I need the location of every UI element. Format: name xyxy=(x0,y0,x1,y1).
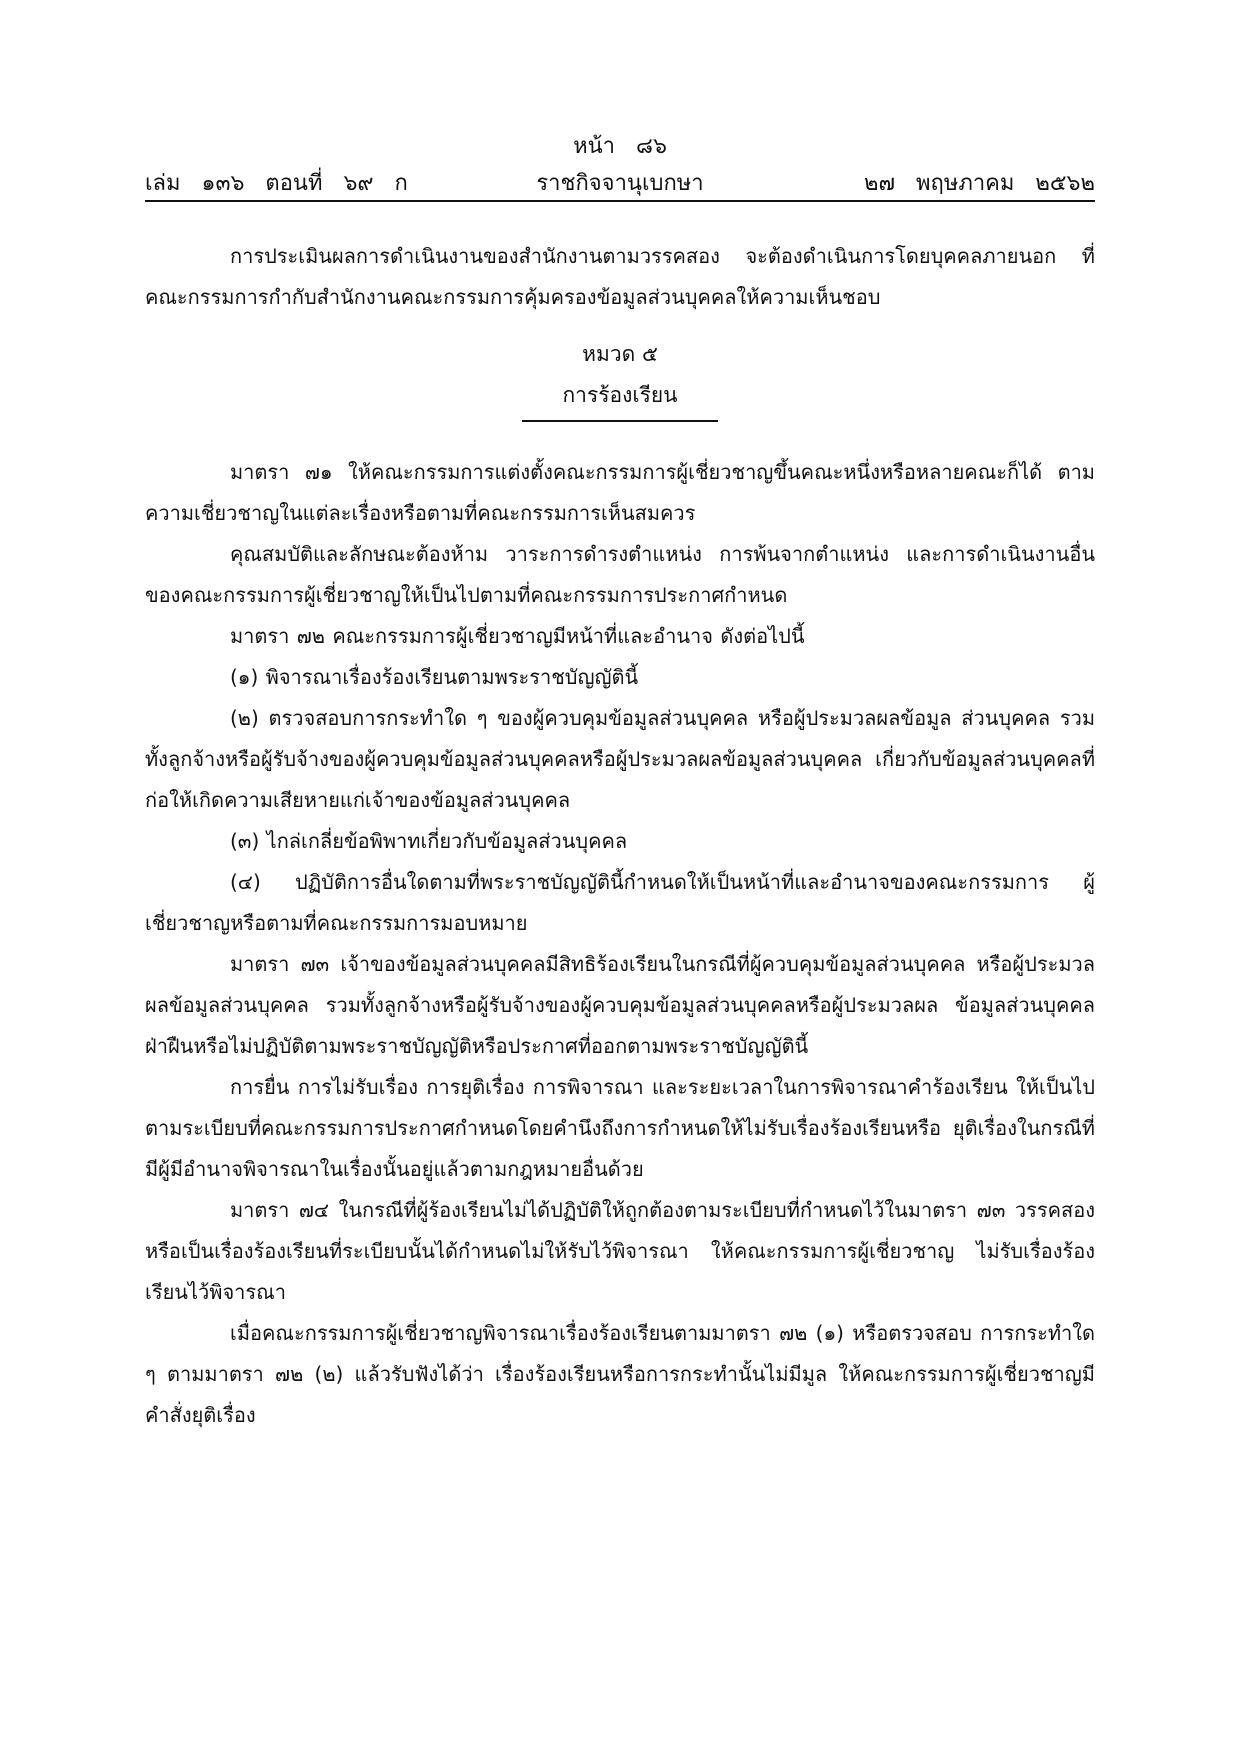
chapter-divider xyxy=(522,420,718,422)
chapter-title: การร้องเรียน xyxy=(562,383,678,407)
document-body xyxy=(145,236,1095,1436)
section-74: มาตรา ๗๔ ในกรณีที่ผู้ร้องเรียนไม่ได้ปฏิบัติให้ถูกต้องตามระเบียบที่กำหนดไว้ในมาตรา ๗๓ วรรคสอง หรือเป็นเรื่องร้องเรียนที่ระเบียบนั้นได้กำหนดไม่ให้รับไว้พิจารณา ให้คณะกรรมการผู้เชี่ยวชาญ ไม่รับเรื่องร้องเรียนไว้พิจารณา xyxy=(145,1198,1095,1304)
section-72-item-2: (๒) ตรวจสอบการกระทำใด ๆ ของผู้ควบคุมข้อมูลส่วนบุคคล หรือผู้ประมวลผลข้อมูล ส่วนบุคคล รวมทั้งลูกจ้างหรือผู้รับจ้างของผู้ควบคุมข้อมูลส่วนบุคคลหรือผู้ประมวลผลข้อมูลส่วนบุคคล เกี่ยวกับข้อมูลส่วนบุคคลที่ก่อให้เกิดความเสียหายแก่เจ้าของข้อมูลส่วนบุคคล xyxy=(145,706,1095,812)
section-72-item-3: (๓) ไกล่เกลี่ยข้อพิพาทเกี่ยวกับข้อมูลส่วนบุคคล xyxy=(230,829,628,853)
volume-issue: เล่ม ๑๓๖ ตอนที่ ๖๙ ก xyxy=(145,171,408,196)
section-72: มาตรา ๗๒ คณะกรรมการผู้เชี่ยวชาญมีหน้าที่และอำนาจ ดังต่อไปนี้ xyxy=(230,624,805,648)
section-71-paragraph-2: คุณสมบัติและลักษณะต้องห้าม วาระการดำรงตำแหน่ง การพ้นจากตำแหน่ง และการดำเนินงานอื่น ของคณะกรรมการผู้เชี่ยวชาญให้เป็นไปตามที่คณะกรรมการประกาศกำหนด xyxy=(145,542,1095,607)
section-73-paragraph-2: การยื่น การไม่รับเรื่อง การยุติเรื่อง การพิจารณา และระยะเวลาในการพิจารณาคำร้องเรียน ให้เป็นไปตามระเบียบที่คณะกรรมการประกาศกำหนดโดยคำนึงถึงการกำหนดให้ไม่รับเรื่องร้องเรียนหรือ ยุติเรื่องในกรณีที่มีผู้มีอำนาจพิจารณาในเรื่องนั้นอยู่แล้วตามกฎหมายอื่นด้วย xyxy=(145,1075,1095,1181)
section-71: มาตรา ๗๑ ให้คณะกรรมการแต่งตั้งคณะกรรมการผู้เชี่ยวชาญขึ้นคณะหนึ่งหรือหลายคณะก็ได้ ตามความเชี่ยวชาญในแต่ละเรื่องหรือตามที่คณะกรรมการเห็นสมควร xyxy=(145,460,1095,525)
header-divider xyxy=(145,200,1095,202)
section-74-paragraph-2: เมื่อคณะกรรมการผู้เชี่ยวชาญพิจารณาเรื่องร้องเรียนตามมาตรา ๗๒ (๑) หรือตรวจสอบ การกระทำใด ๆ ตามมาตรา ๗๒ (๒) แล้วรับฟังได้ว่า เรื่องร้องเรียนหรือการกระทำนั้นไม่มีมูล ให้คณะกรรมการผู้เชี่ยวชาญมีคำสั่งยุติเรื่อง xyxy=(145,1321,1095,1427)
publication-title: ราชกิจจานุเบกษา xyxy=(536,171,704,196)
intro-paragraph: การประเมินผลการดำเนินงานของสำนักงานตามวรรคสอง จะต้องดำเนินการโดยบุคคลภายนอก ที่คณะกรรมการกำกับสำนักงานคณะกรรมการคุ้มครองข้อมูลส่วนบุคคลให้ความเห็นชอบ xyxy=(145,244,1095,309)
section-72-item-1: (๑) พิจารณาเรื่องร้องเรียนตามพระราชบัญญัตินี้ xyxy=(230,665,639,689)
chapter-number: หมวด ๕ xyxy=(582,342,658,366)
page-number: หน้า ๘๖ xyxy=(573,134,667,159)
gazette-header xyxy=(145,165,1095,197)
publication-date: ๒๗ พฤษภาคม ๒๕๖๒ xyxy=(863,171,1095,196)
section-73: มาตรา ๗๓ เจ้าของข้อมูลส่วนบุคคลมีสิทธิร้องเรียนในกรณีที่ผู้ควบคุมข้อมูลส่วนบุคคล หรือผู้ประมวลผลข้อมูลส่วนบุคคล รวมทั้งลูกจ้างหรือผู้รับจ้างของผู้ควบคุมข้อมูลส่วนบุคคลหรือผู้ประมวลผล ข้อมูลส่วนบุคคล ฝ่าฝืนหรือไม่ปฏิบัติตามพระราชบัญญัติหรือประกาศที่ออกตามพระราชบัญญัตินี้ xyxy=(145,952,1095,1058)
section-72-item-4: (๔) ปฏิบัติการอื่นใดตามที่พระราชบัญญัตินี้กำหนดให้เป็นหน้าที่และอำนาจของคณะกรรมการ ผู้เชี่ยวชาญหรือตามที่คณะกรรมการมอบหมาย xyxy=(145,870,1095,935)
